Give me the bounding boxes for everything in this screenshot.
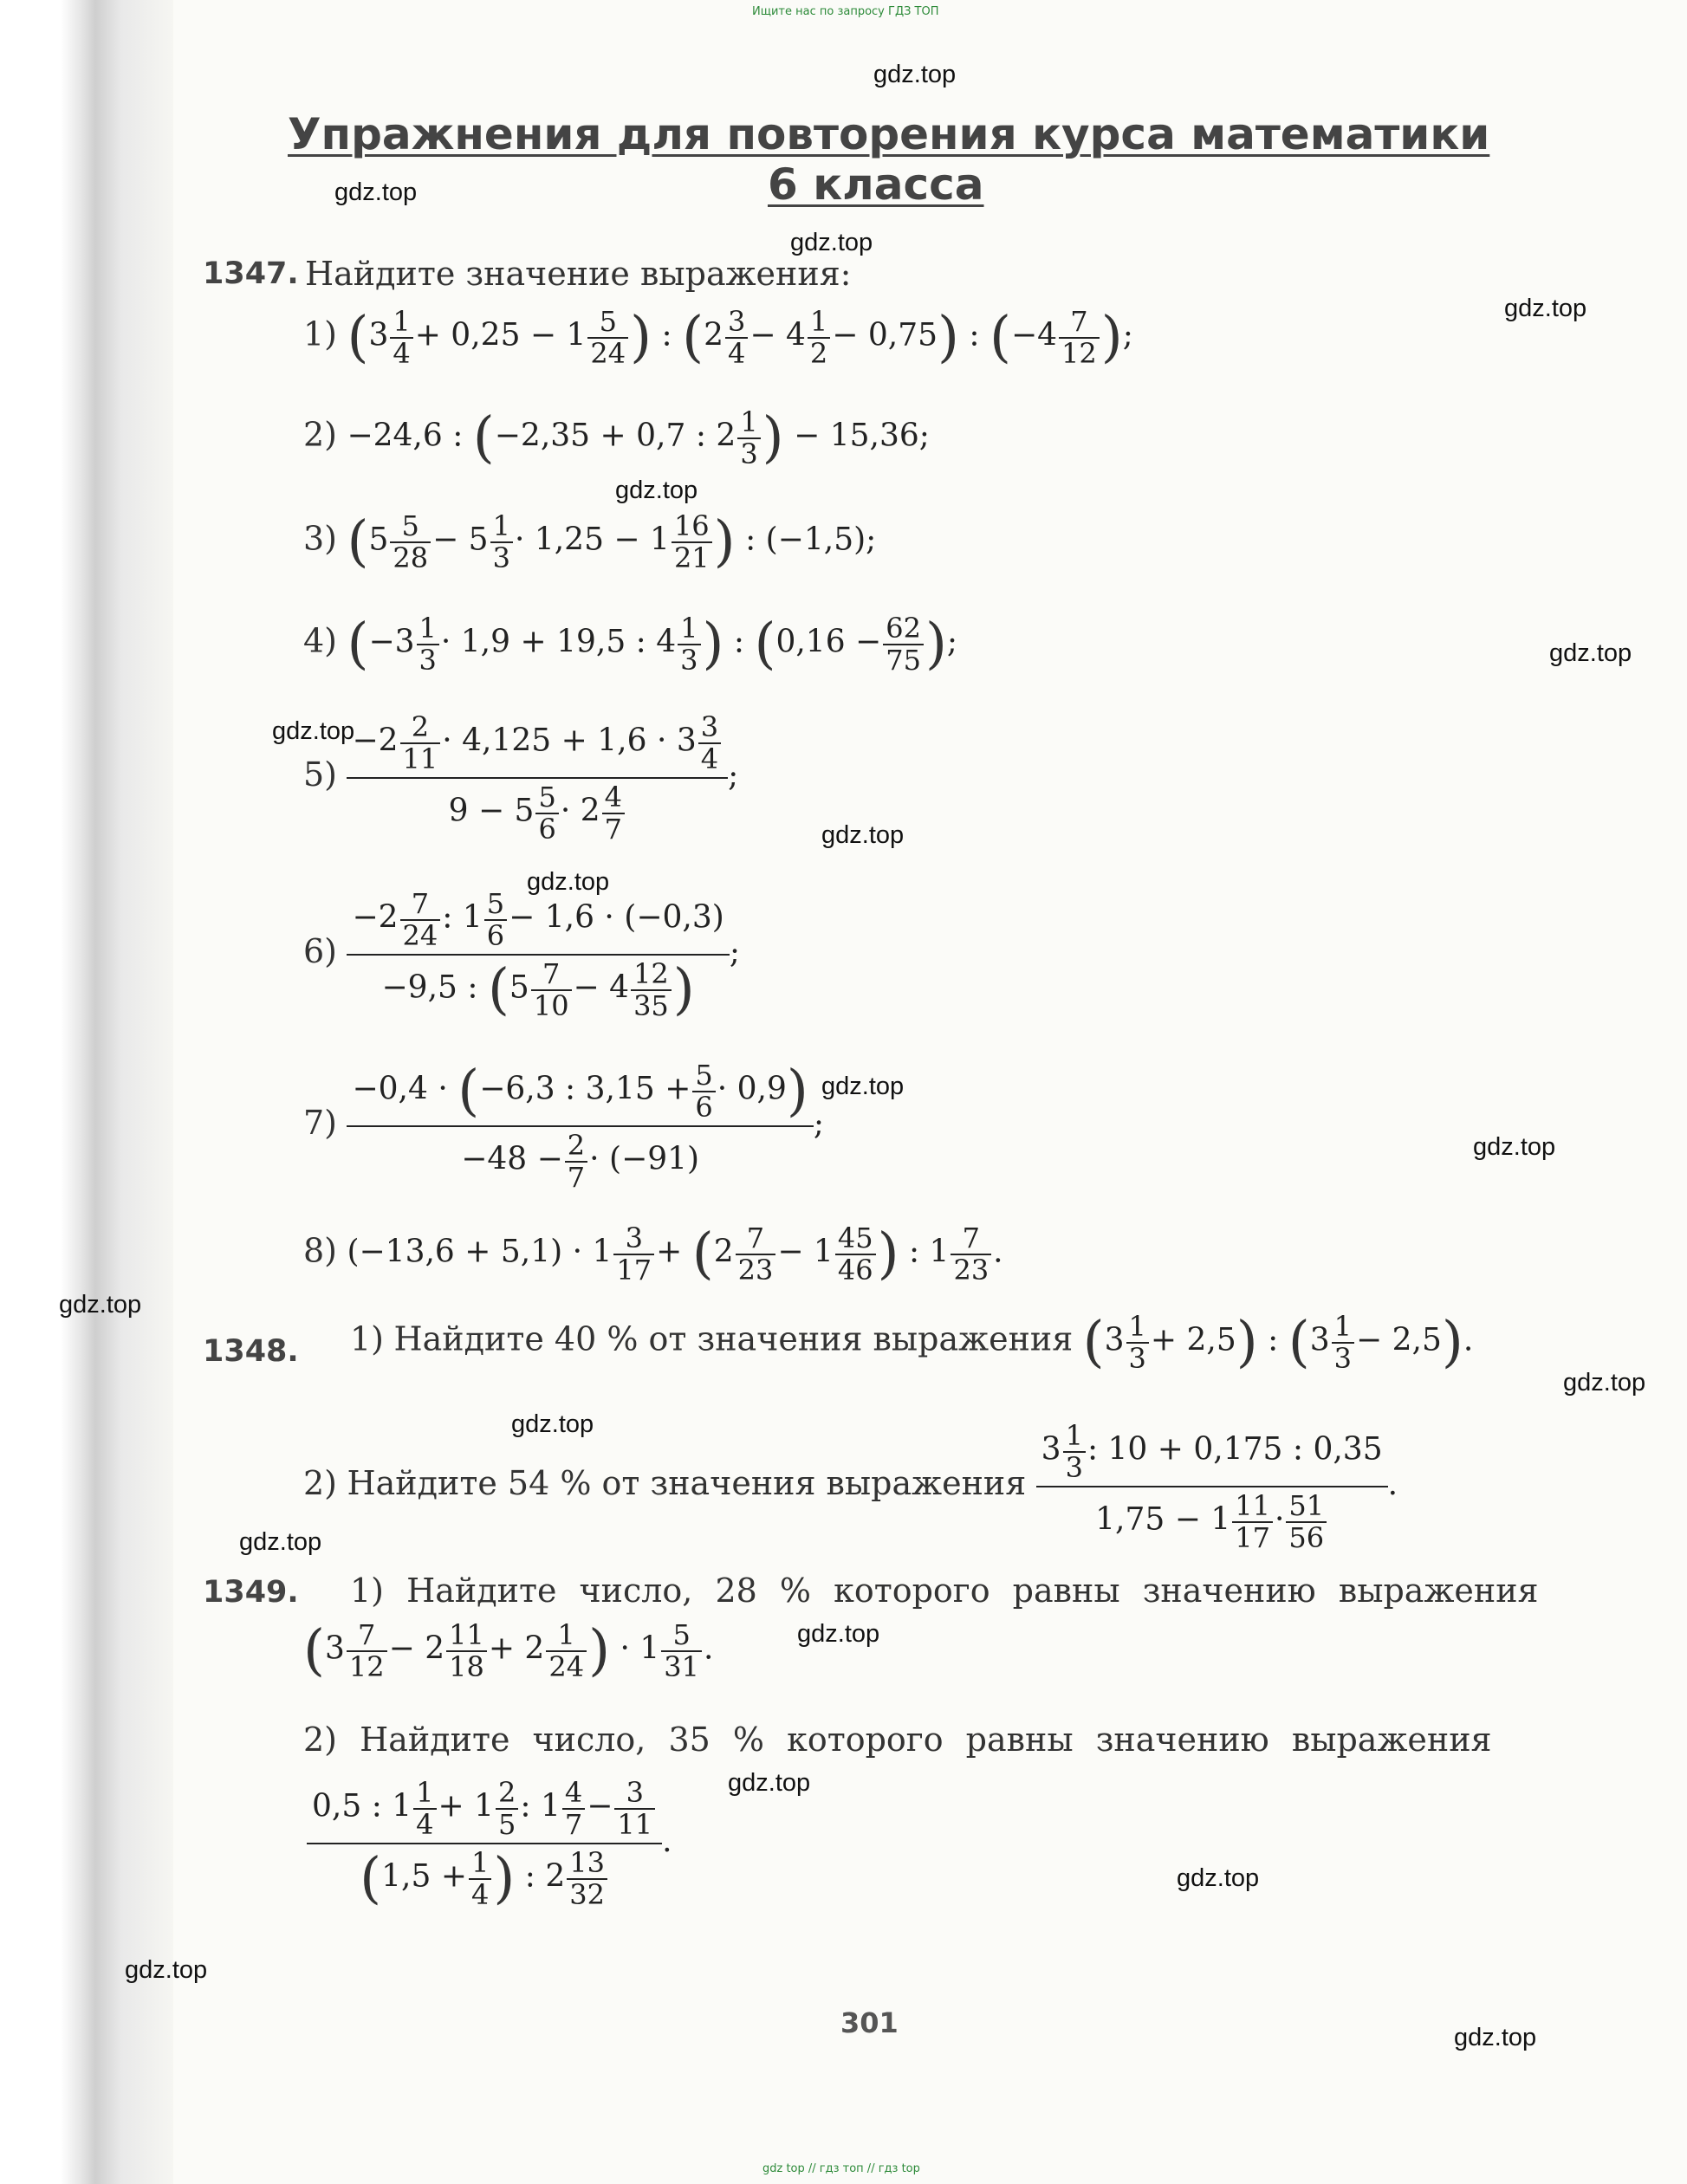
watermark: gdz.top — [821, 1073, 905, 1100]
item-label: 6) — [303, 932, 338, 971]
item-label: 2) — [303, 1721, 338, 1759]
watermark: gdz.top — [527, 868, 610, 896]
item-text: Найдите число, 28 % которого равны значению выражения — [406, 1572, 1539, 1610]
exercise-1349-item-1 — [350, 1572, 1539, 1610]
item-label: 4) — [303, 621, 338, 660]
exercise-number: 1349. — [203, 1575, 299, 1610]
watermark: gdz.top — [1473, 1133, 1556, 1161]
exercise-number: 1348. — [203, 1334, 299, 1369]
item-text: Найдите 40 % от значения выражения — [393, 1319, 1074, 1358]
expression-1349-1: (3 $\frac{7}{12}$ − 2 $\frac{11}{18}$ + 2 $\frac{1}{24}$ ) · 1 $\frac{5}{31}$ . — [303, 1618, 714, 1683]
watermark: gdz.top — [797, 1620, 880, 1648]
expression-4: 4) (−3 $\frac{1}{3}$ · 1,9 + 19,5 : 4 $\frac{1}{3}$ ) : (0,16 − $\frac{62}{75}$ ); — [303, 612, 958, 677]
section-title: Упражнения для повторения курса математики — [288, 109, 1490, 159]
expression-1349-2: 0,5 : 1 $\frac{1}{4}$ + 1 $\frac{2}{5}$ : 1 $\frac{4}{7}$ − $\frac{3}{11}$ (1,5 + $\frac{1}{4}$ ) : 2 $\frac{13}{32}$ . — [307, 1778, 672, 1909]
section-title-grade: 6 класса — [768, 159, 984, 210]
item-label: 1) — [350, 1319, 385, 1358]
watermark: gdz.top — [239, 1528, 322, 1556]
watermark: gdz.top — [1177, 1864, 1260, 1892]
expression-3: 3) (5 $\frac{5}{28}$ − 5 $\frac{1}{3}$ · 1,25 − 1 $\frac{16}{21}$ ) : (−1,5); — [303, 509, 877, 574]
item-text: Найдите число, 35 % которого равны значению выражения — [360, 1721, 1492, 1759]
watermark: gdz.top — [1563, 1369, 1646, 1397]
watermark: gdz.top — [873, 61, 957, 88]
exercise-1348-item-1: 1) Найдите 40 % от значения выражения (3 $\frac{1}{3}$ + 2,5) : (3 $\frac{1}{3}$ − 2,5). — [350, 1310, 1474, 1375]
watermark: gdz.top — [272, 717, 355, 745]
exercise-number: 1347. — [203, 256, 299, 291]
expression-1: 1) (3 $\frac{1}{4}$ + 0,25 − 1 $\frac{5}{24}$ ) : (2 $\frac{3}{4}$ − 4 $\frac{1}{2}$ − 0,75) : (−4 $\frac{7}{12}$ ); — [303, 305, 1133, 370]
watermark: gdz.top — [728, 1769, 811, 1797]
watermark: gdz.top — [1454, 2024, 1537, 2051]
top-search-note: Ищите нас по запросу ГДЗ ТОП — [752, 5, 939, 18]
watermark: gdz.top — [511, 1410, 594, 1438]
watermark: gdz.top — [790, 229, 873, 256]
item-label: 3) — [303, 519, 338, 558]
watermark: gdz.top — [821, 821, 905, 849]
expression-8: 8) (−13,6 + 5,1) · 1 $\frac{3}{17}$ + (2 $\frac{7}{23}$ − 1 $\frac{45}{46}$ ) : 1 $\frac{7}{23}$ . — [303, 1222, 1003, 1286]
exercise-1349-item-2 — [303, 1721, 1492, 1759]
item-label: 2) — [303, 1464, 338, 1503]
bottom-note: gdz top // гдз топ // гдз top — [762, 2162, 920, 2175]
item-label: 1) — [350, 1572, 385, 1610]
item-label: 2) — [303, 415, 338, 454]
item-label: 1) — [303, 314, 338, 353]
exercise-text: Найдите значение выражения: — [305, 255, 852, 293]
watermark: gdz.top — [125, 1956, 208, 1984]
expression-5: 5) −2 $\frac{2}{11}$ · 4,125 + 1,6 · 3 $\frac{3}{4}$ 9 − 5 $\frac{5}{6}$ · 2 $\frac{4}{7}$ ; — [303, 710, 739, 846]
item-label: 5) — [303, 755, 338, 794]
watermark: gdz.top — [1504, 295, 1587, 322]
watermark: gdz.top — [59, 1291, 142, 1319]
exercise-1348-item-2: 2) Найдите 54 % от значения выражения 3 $\frac{1}{3}$ : 10 + 0,175 : 0,35 1,75 − 1 $\frac{11}{17}$ · $\frac{51}{56}$ . — [303, 1419, 1398, 1554]
watermark: gdz.top — [615, 476, 698, 504]
item-label: 7) — [303, 1104, 338, 1143]
watermark: gdz.top — [1549, 639, 1632, 667]
book-spine-shadow — [0, 0, 173, 2184]
item-text: Найдите 54 % от значения выражения — [347, 1464, 1027, 1503]
item-label: 8) — [303, 1231, 338, 1270]
expression-7: 7) −0,4 · (−6,3 : 3,15 + $\frac{5}{6}$ · 0,9) −48 − $\frac{2}{7}$ · (−91) ; — [303, 1059, 824, 1194]
watermark: gdz.top — [334, 178, 418, 206]
expression-2: 2) −24,6 : (−2,35 + 0,7 : 2 $\frac{1}{3}$ ) − 15,36; — [303, 405, 930, 470]
page-number: 301 — [840, 2006, 899, 2039]
expression-6: 6) −2 $\frac{7}{24}$ : 1 $\frac{5}{6}$ − 1,6 · (−0,3) −9,5 : (5 $\frac{7}{10}$ − 4 $\frac{12}{35}$ ) ; — [303, 887, 740, 1022]
